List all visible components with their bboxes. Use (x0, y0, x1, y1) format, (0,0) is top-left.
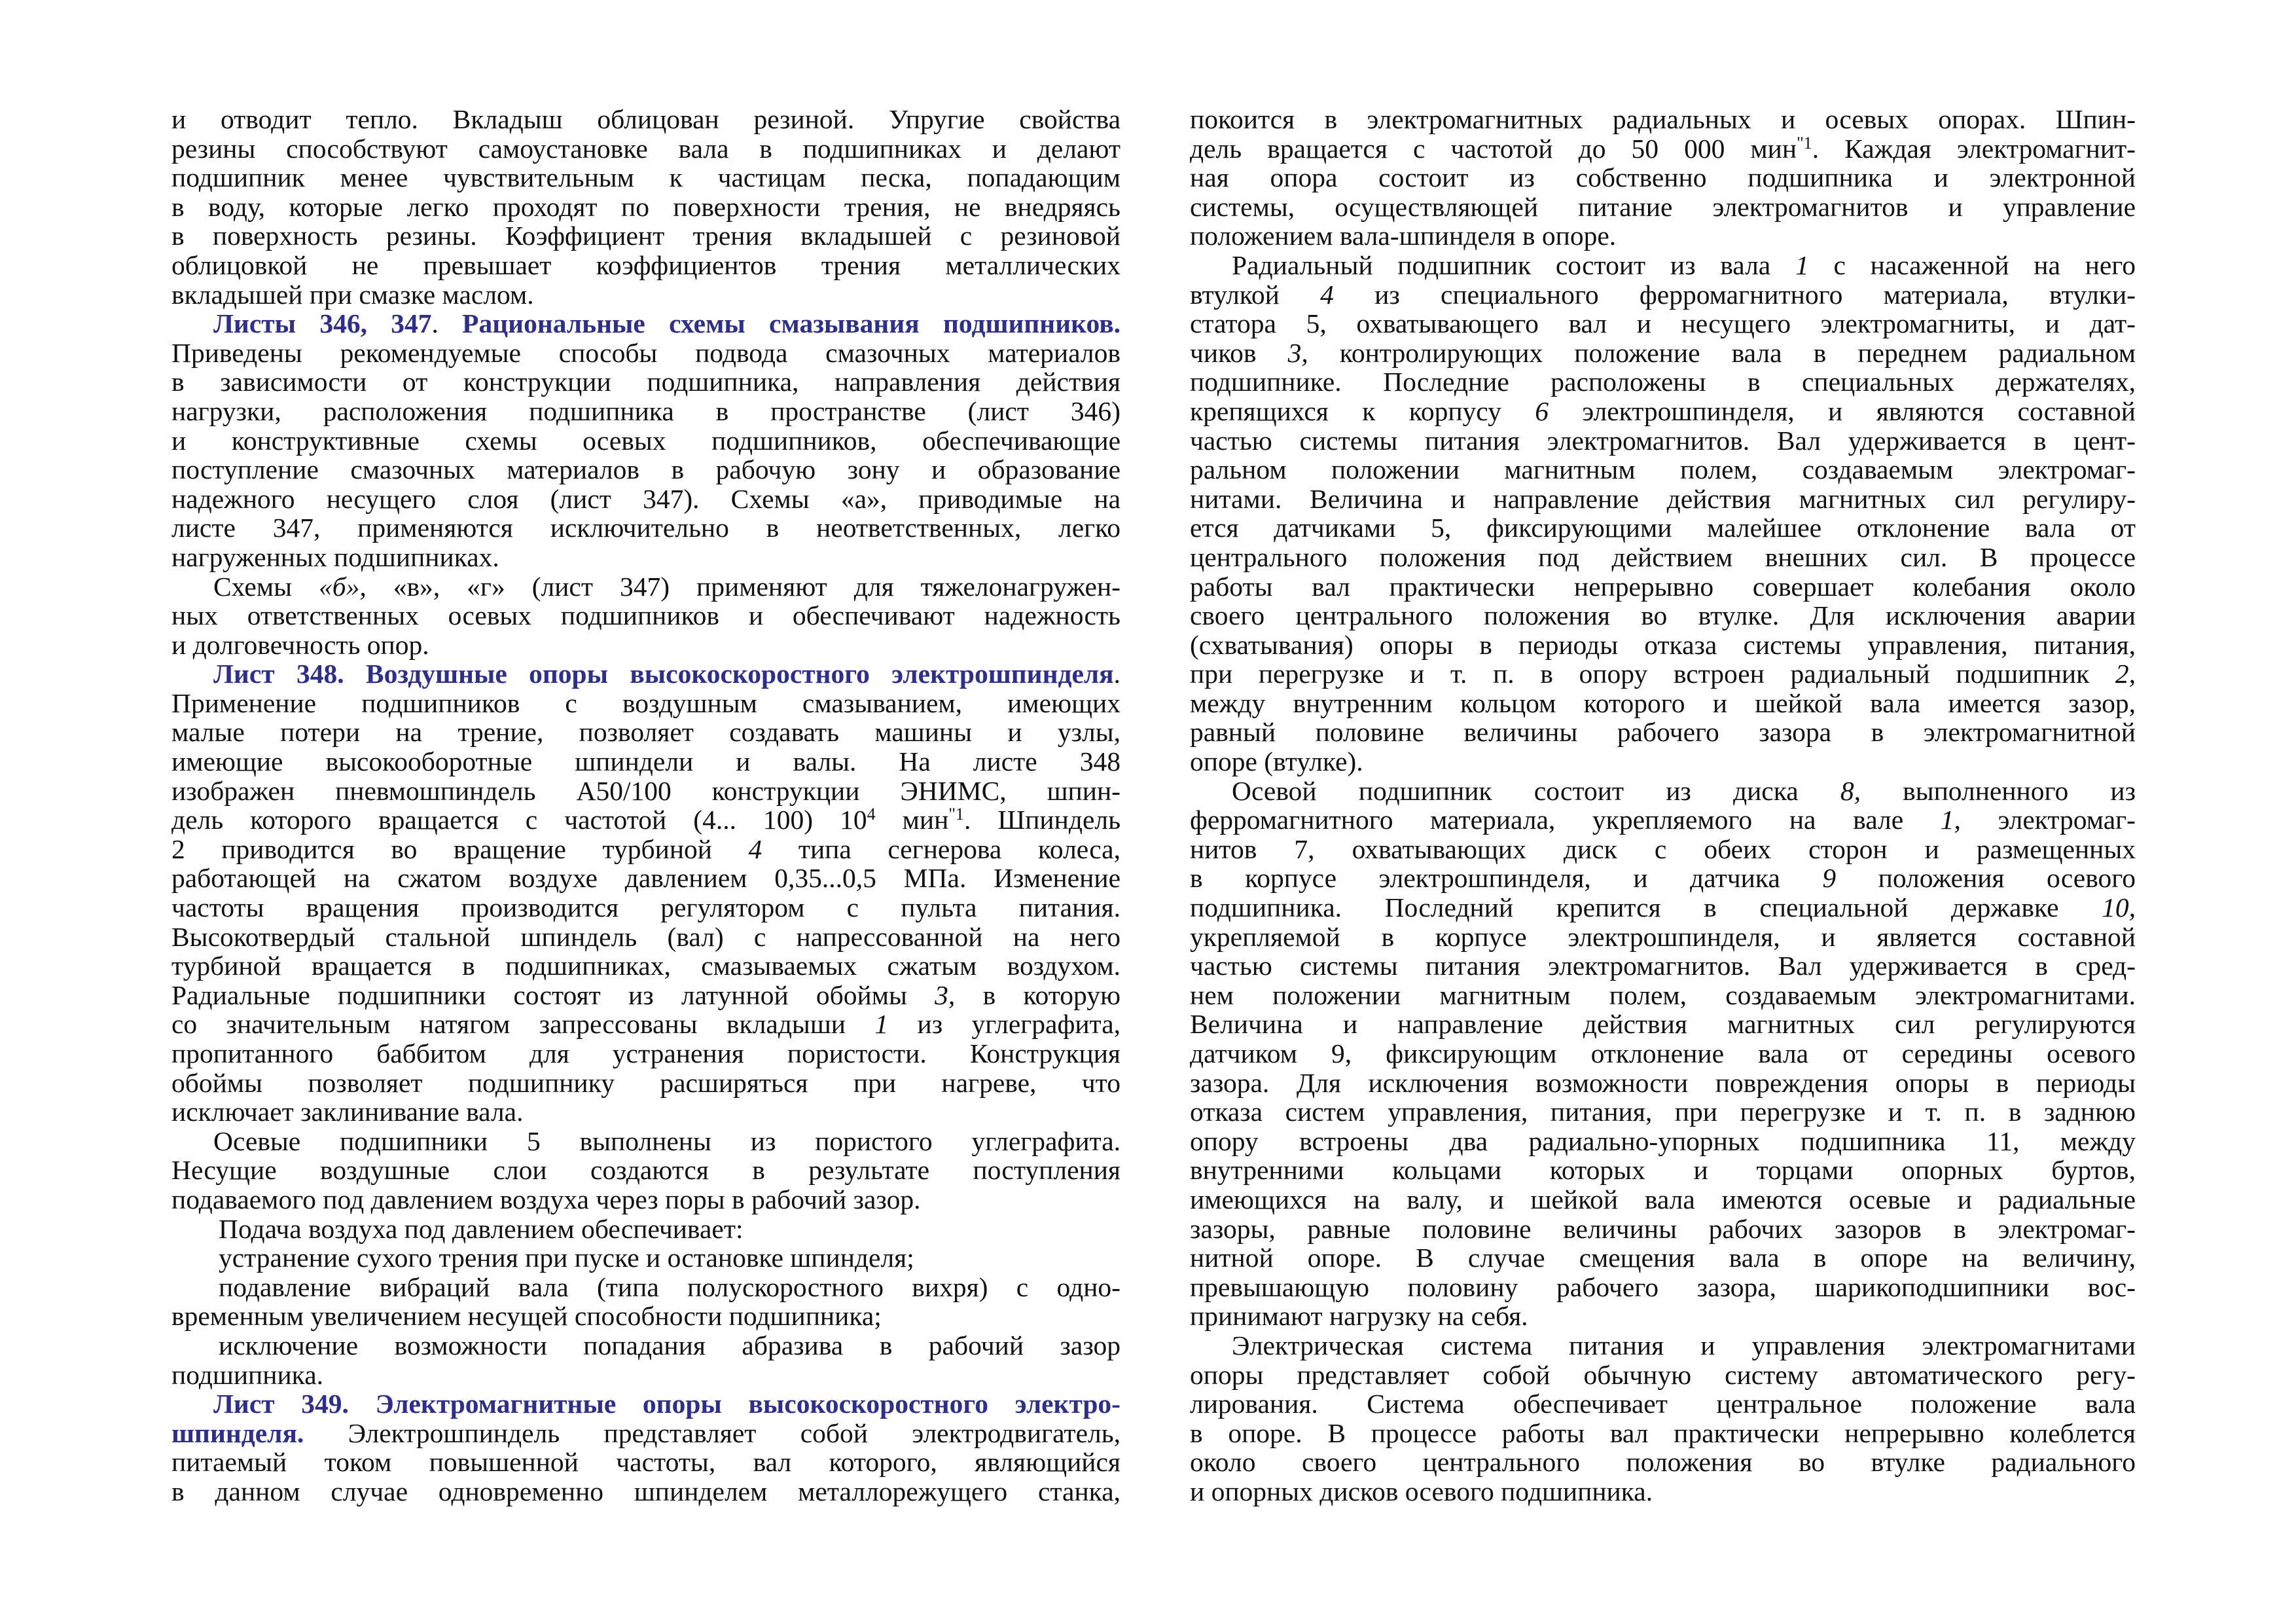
text-line (171, 1185, 1121, 1214)
text-run: опоры представляет собой обычную систему автоматического регу- (1190, 1359, 2136, 1390)
italic-reference: 1, (1940, 805, 1961, 835)
text-line (171, 1273, 1121, 1302)
text-line (1190, 776, 2136, 806)
text-run: контролирующих положение вала в переднем радиальном (1308, 337, 2136, 368)
text-run: нагруженных подшипниках. (171, 541, 499, 572)
text-run: питаемый током повышенной частоты, вал которого, являющийся (171, 1447, 1121, 1478)
text-line (1190, 1302, 2136, 1331)
italic-reference: 10, (2102, 892, 2136, 923)
text-line (1190, 367, 2136, 397)
text-run: нем положении магнитным полем, создаваемым электромагнитами. (1190, 979, 2136, 1010)
text-run: Электрическая система питания и управления электромагнитами (1232, 1330, 2136, 1360)
text-line (171, 747, 1121, 776)
text-line (1190, 309, 2136, 338)
text-run: Применение подшипников с воздушным смазыванием, имеющих (171, 687, 1121, 718)
text-line (171, 1156, 1121, 1185)
text-line (1190, 163, 2136, 192)
text-run: в данном случае одновременно шпинделем металлорежущего станка, (171, 1476, 1121, 1506)
text-run: частью системы питания электромагнитов. Вал удерживается в сред- (1190, 951, 2136, 981)
text-line (1190, 718, 2136, 747)
text-line (1190, 922, 2136, 952)
text-run: имеющие высокооборотные шпиндели и валы. На листе 348 (171, 746, 1121, 777)
text-line (1190, 513, 2136, 543)
text-run: (схватывания) опоры в периоды отказа системы управления, питания, (1190, 629, 2136, 660)
text-run: нагрузки, расположения подшипника в пространстве (лист 346) (171, 395, 1121, 426)
text-line (171, 1389, 1121, 1419)
text-line (171, 338, 1121, 368)
text-line (171, 134, 1121, 164)
text-run: в поверхность резины. Коэффициент трения вкладышей с резиновой (171, 221, 1121, 251)
text-run: надежного несущего слоя (лист 347). Схемы «а», приводимые на (171, 483, 1121, 514)
text-line (171, 426, 1121, 456)
superscript: 4 (867, 805, 876, 824)
text-run: облицовкой не превышает коэффициентов трения металлических (171, 249, 1121, 280)
text-run: в опоре. В процессе работы вал практически непрерывно колеблется (1190, 1417, 2136, 1448)
text-line (1190, 981, 2136, 1010)
text-line (171, 1477, 1121, 1506)
text-run: в корпусе электрошпинделя, и датчика (1190, 863, 1823, 894)
text-run: зазора. Для исключения возможности повреждения опоры в периоды (1190, 1067, 2136, 1098)
italic-reference: 3, (1287, 337, 1308, 368)
text-run: Осевой подшипник состоит из диска (1232, 775, 1840, 806)
text-line (1190, 659, 2136, 689)
text-line (171, 951, 1121, 981)
text-run: вкладышей при смазке маслом. (171, 279, 534, 310)
text-line (1190, 1477, 2136, 1506)
text-line (171, 1039, 1121, 1068)
italic-reference: 8, (1840, 775, 1861, 806)
text-line (171, 192, 1121, 222)
text-line (1190, 134, 2136, 164)
text-line (1190, 105, 2136, 134)
superscript: "1 (1797, 133, 1812, 153)
text-line (1190, 1010, 2136, 1039)
text-line (171, 689, 1121, 718)
text-line (171, 1097, 1121, 1127)
text-run: при перегрузке и т. п. в опору встроен радиальный подшипник (1190, 659, 2115, 689)
text-run: ных ответственных осевых подшипников и обеспечивают надежность (171, 600, 1121, 631)
text-run: . Шпиндель (963, 805, 1121, 835)
text-line (1190, 1448, 2136, 1477)
text-line (171, 513, 1121, 543)
text-run: датчиком 9, фиксирующим отклонение вала от середины осевого (1190, 1038, 2136, 1068)
text-run: Осевые подшипники 5 выполнены из пористого углеграфита. (213, 1125, 1121, 1156)
text-run: . (431, 308, 463, 339)
text-run: положения осевого (1836, 863, 2136, 894)
text-line (171, 630, 1121, 660)
text-line (1190, 455, 2136, 484)
text-line (1190, 1360, 2136, 1390)
text-line (1190, 1243, 2136, 1273)
text-line (171, 1127, 1121, 1156)
text-line (171, 1302, 1121, 1331)
text-run: подаваемого под давлением воздуха через поры в рабочий зазор. (171, 1184, 921, 1214)
text-run: ральном положении магнитным полем, создаваемым электромаг- (1190, 454, 2136, 485)
text-run: с насаженной на него (1808, 249, 2136, 280)
text-run: резины способствуют самоустановке вала в подшипниках и делают (171, 133, 1121, 164)
text-run: в воду, которые легко проходят по поверхности трения, не внедряясь (171, 191, 1121, 222)
section-heading: Листы 346, 347 (213, 308, 432, 339)
text-line (1190, 747, 2136, 776)
italic-reference: 4 (1320, 279, 1334, 310)
text-run: нитной опоре. В случае смещения вала в опоре на величину, (1190, 1243, 2136, 1273)
section-heading: Лист 348. Воздушные опоры высокоскоростного электрошпинделя (213, 659, 1114, 689)
text-line (1190, 1127, 2136, 1156)
text-run: исключение возможности попадания абразива в рабочий зазор (219, 1330, 1121, 1360)
text-line (1190, 338, 2136, 368)
text-run: выполненного из (1860, 775, 2136, 806)
text-run: укрепляемой в корпусе электрошпинделя, и является составной (1190, 921, 2136, 952)
text-run: ная опора состоит из собственно подшипника и электронной (1190, 162, 2136, 193)
section-heading: шпинделя. (171, 1417, 304, 1448)
text-line (171, 105, 1121, 134)
text-line (171, 835, 1121, 864)
text-line (171, 1448, 1121, 1477)
text-run: и конструктивные схемы осевых подшипников, обеспечивающие (171, 425, 1121, 456)
text-line (171, 1331, 1121, 1360)
text-run: подшипник менее чувствительным к частицам песка, попадающим (171, 162, 1121, 193)
text-line (1190, 601, 2136, 630)
text-run: подшипника. (171, 1359, 323, 1390)
text-run: «в», «г» (лист 347) применяют для тяжелонагружен- (366, 571, 1121, 602)
text-run: центрального положения под действием внешних сил. В процессе (1190, 541, 2136, 572)
text-run: поступление смазочных материалов в рабочую зону и образование (171, 454, 1121, 485)
text-run: превышающую половину рабочего зазора, шарикоподшипники вос- (1190, 1271, 2136, 1302)
text-run: ферромагнитного материала, укрепляемого на вале (1190, 805, 1941, 835)
text-line (1190, 1068, 2136, 1098)
superscript: "1 (948, 805, 964, 824)
text-line (171, 1360, 1121, 1390)
text-run: опоре (втулке). (1190, 746, 1363, 777)
text-line (171, 981, 1121, 1010)
text-run: Величина и направление действия магнитных сил регулируются (1190, 1009, 2136, 1040)
text-run: ется датчиками 5, фиксирующими малейшее отклонение вала от (1190, 513, 2136, 543)
text-line (1190, 192, 2136, 222)
text-line (171, 163, 1121, 192)
text-line (171, 367, 1121, 397)
text-line (171, 280, 1121, 310)
text-run: и отводит тепло. Вкладыш облицован резиной. Упругие свойства (171, 104, 1121, 134)
text-run: из специального ферромагнитного материала, втулки- (1333, 279, 2136, 310)
text-run: электромаг- (1960, 805, 2136, 835)
text-run: листе 347, применяются исключительно в неответственных, легко (171, 513, 1121, 543)
text-line (171, 251, 1121, 280)
text-run: и опорных дисков осевого подшипника. (1190, 1476, 1653, 1506)
text-line (171, 805, 1121, 835)
text-run: Несущие воздушные слои создаются в результате поступления (171, 1155, 1121, 1186)
text-line (171, 572, 1121, 602)
text-line (1190, 280, 2136, 310)
italic-reference: 6 (1535, 395, 1549, 426)
text-line (1190, 689, 2136, 718)
text-run: типа сегнерова колеса, (762, 833, 1121, 864)
text-run: своего центрального положения во втулке. Для исключения аварии (1190, 600, 2136, 631)
text-line (171, 221, 1121, 251)
text-run: электрошпинделя, и являются составной (1549, 395, 2136, 426)
left-text-column (171, 105, 1121, 1506)
text-run: около своего центрального положения во втулке радиального (1190, 1447, 2136, 1478)
text-line (171, 484, 1121, 514)
text-line (171, 309, 1121, 338)
text-run: пропитанного баббитом для устранения пористости. Конструкция (171, 1038, 1121, 1068)
text-line (171, 659, 1121, 689)
text-run: лирования. Система обеспечивает центральное положение вала (1190, 1389, 2136, 1419)
text-run: имеющихся на валу, и шейкой вала имеются осевые и радиальные (1190, 1184, 2136, 1214)
text-run: между внутренним кольцом которого и шейкой вала имеется зазор, (1190, 687, 2136, 718)
text-run: 2 приводится во вращение турбиной (171, 833, 749, 864)
text-line (1190, 397, 2136, 426)
text-line (1190, 1156, 2136, 1185)
italic-reference: 1 (874, 1009, 889, 1040)
text-line (171, 1010, 1121, 1039)
text-run: малые потери на трение, позволяет создавать машины и узлы, (171, 717, 1121, 748)
text-run: обоймы позволяет подшипнику расширяться при нагреве, что (171, 1067, 1121, 1098)
text-line (1190, 572, 2136, 602)
italic-reference: 3, (935, 979, 956, 1010)
text-run: исключает заклинивание вала. (171, 1097, 524, 1127)
text-line (1190, 893, 2136, 922)
text-run: в зависимости от конструкции подшипника, направления действия (171, 367, 1121, 397)
text-line (171, 1243, 1121, 1273)
text-run: Электрошпиндель представляет собой электродвигатель, (304, 1417, 1121, 1448)
text-run: работы вал практически непрерывно совершает колебания около (1190, 571, 2136, 602)
right-text-column (1190, 105, 2136, 1506)
text-run: со значительным натягом запрессованы вкладыши (171, 1009, 875, 1040)
section-heading: Лист 349. Электромагнитные опоры высокоскоростного электро- (213, 1389, 1121, 1419)
text-run: зазоры, равные половине величины рабочих зазоров в электромаг- (1190, 1213, 2136, 1244)
text-run: временным увеличением несущей способности подшипника; (171, 1301, 882, 1332)
text-run: частоты вращения производится регулятором с пульта питания. (171, 892, 1121, 923)
text-run: дель вращается с частотой до 50 000 мин (1190, 133, 1797, 164)
text-run: в которую (955, 979, 1121, 1010)
italic-reference: 4 (748, 833, 762, 864)
text-run: частью системы питания электромагнитов. Вал удерживается в цент- (1190, 425, 2136, 456)
text-run: . (1113, 659, 1121, 689)
text-run: турбиной вращается в подшипниках, смазываемых сжатым воздухом. (171, 951, 1121, 981)
text-run: из углеграфита, (888, 1009, 1121, 1040)
italic-reference: 2, (2115, 659, 2136, 689)
text-run: Радиальные подшипники состоят из латунной обоймы (171, 979, 935, 1010)
text-line (171, 1068, 1121, 1098)
text-line (171, 718, 1121, 747)
text-run: статора 5, охватывающего вал и несущего электромагниты, и дат- (1190, 308, 2136, 339)
text-run: чиков (1190, 337, 1288, 368)
text-line (171, 1214, 1121, 1244)
text-run: отказа систем управления, питания, при перегрузке и т. п. в заднюю (1190, 1097, 2136, 1127)
italic-reference: «б», (318, 571, 367, 602)
text-line (171, 922, 1121, 952)
text-line (1190, 543, 2136, 572)
text-run: втулкой (1190, 279, 1321, 310)
text-run: крепящихся к корпусу (1190, 395, 1535, 426)
text-run: нитов 7, охватывающих диск с обеих сторон и размещенных (1190, 833, 2136, 864)
text-run: опору встроены два радиально-упорных подшипника 11, между (1190, 1125, 2136, 1156)
text-line (1190, 251, 2136, 280)
text-line (171, 1419, 1121, 1448)
text-line (1190, 1039, 2136, 1068)
text-run: равный половине величины рабочего зазора в электромагнитной (1190, 717, 2136, 748)
text-run: Подача воздуха под давлением обеспечивает: (219, 1213, 744, 1244)
text-run: . Каждая электромагнит- (1812, 133, 2136, 164)
text-run: изображен пневмошпиндель А50/100 конструкции ЭНИМС, шпин- (171, 775, 1121, 806)
text-run: подавление вибраций вала (типа полускоростного вихря) с одно- (219, 1271, 1121, 1302)
text-line (1190, 951, 2136, 981)
text-run: Приведены рекомендуемые способы подвода смазочных материалов (171, 337, 1121, 368)
text-line (171, 893, 1121, 922)
text-run: устранение сухого трения при пуске и остановке шпинделя; (219, 1243, 914, 1273)
text-run: мин (875, 805, 949, 835)
text-run: Высокотвердый стальной шпиндель (вал) с напрессованной на него (171, 921, 1121, 952)
italic-reference: 9 (1822, 863, 1837, 894)
text-line (1190, 426, 2136, 456)
text-run: подшипника. Последний крепится в специальной державке (1190, 892, 2102, 923)
text-line (1190, 1389, 2136, 1419)
text-line (1190, 1331, 2136, 1360)
text-line (171, 397, 1121, 426)
text-line (1190, 835, 2136, 864)
text-line (1190, 630, 2136, 660)
text-run: Схемы (213, 571, 319, 602)
text-line (171, 455, 1121, 484)
text-run: внутренними кольцами которых и торцами опорных буртов, (1190, 1155, 2136, 1186)
text-line (1190, 1097, 2136, 1127)
text-line (1190, 484, 2136, 514)
text-run: системы, осуществляющей питание электромагнитов и управление (1190, 191, 2136, 222)
text-run: Радиальный подшипник состоит из вала (1232, 249, 1795, 280)
italic-reference: 1 (1795, 249, 1809, 280)
text-line (1190, 1185, 2136, 1214)
text-line (1190, 1273, 2136, 1302)
text-run: и долговечность опор. (171, 629, 429, 660)
text-run: нитами. Величина и направление действия магнитных сил регулиру- (1190, 483, 2136, 514)
text-run: положением вала-шпинделя в опоре. (1190, 221, 1617, 251)
text-line (171, 601, 1121, 630)
text-run: дель которого вращается с частотой (4... 100) 10 (171, 805, 867, 835)
text-line (1190, 1214, 2136, 1244)
text-run: подшипнике. Последние расположены в специальных держателях, (1190, 367, 2136, 397)
text-line (1190, 221, 2136, 251)
section-heading: Рациональные схемы смазывания подшипников. (462, 308, 1121, 339)
text-run: покоится в электромагнитных радиальных и осевых опорах. Шпин- (1190, 104, 2136, 134)
text-run: работающей на сжатом воздухе давлением 0,35...0,5 МПа. Изменение (171, 863, 1121, 894)
text-line (1190, 805, 2136, 835)
text-line (171, 543, 1121, 572)
text-line (1190, 1419, 2136, 1448)
text-run: принимают нагрузку на себя. (1190, 1301, 1528, 1332)
text-line (171, 776, 1121, 806)
text-line (1190, 864, 2136, 893)
text-line (171, 864, 1121, 893)
